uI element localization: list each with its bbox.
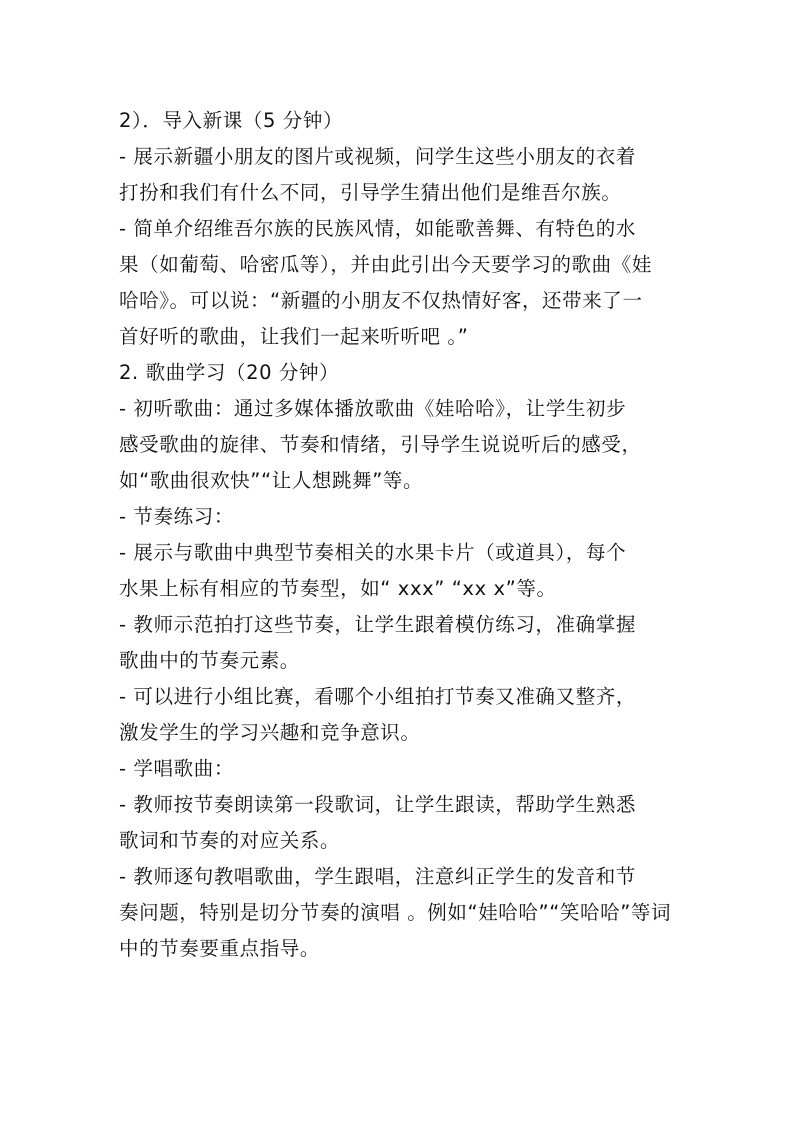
text-line: 水果上标有相应的节奏型，如“ xxx” “xx x”等。	[119, 577, 557, 600]
text-line: - 学唱歌曲：	[119, 757, 234, 780]
section-heading-song-learning: 2. 歌曲学习（20 分钟）	[119, 361, 340, 384]
text-line: - 展示与歌曲中典型节奏相关的水果卡片（或道具），每个	[119, 541, 627, 564]
text-line: - 教师逐句教唱歌曲，学生跟唱，注意纠正学生的发音和节	[119, 865, 636, 888]
text-line: - 节奏练习：	[119, 505, 234, 528]
text-line: - 初听歌曲：通过多媒体播放歌曲《娃哈哈》，让学生初步	[119, 397, 627, 420]
text-line: 中的节奏要重点指导。	[119, 937, 321, 960]
text-line: 首好听的歌曲，让我们一起来听听吧 。”	[119, 325, 469, 348]
text-line: - 展示新疆小朋友的图片或视频，问学生这些小朋友的衣着	[119, 145, 636, 168]
text-line: 歌曲中的节奏元素。	[119, 649, 300, 672]
text-line: - 简单介绍维吾尔族的民族风情，如能歌善舞、有特色的水	[119, 217, 636, 240]
text-line: 打扮和我们有什么不同，引导学生猜出他们是维吾尔族。	[119, 181, 622, 204]
section-heading-intro: 2）．导入新课（5 分钟）	[119, 109, 344, 132]
text-line: 果（如葡萄、哈密瓜等），并由此引出今天要学习的歌曲《娃	[119, 253, 652, 276]
text-line: - 教师示范拍打这些节奏，让学生跟着模仿练习，准确掌握	[119, 613, 636, 636]
text-line: - 可以进行小组比赛，看哪个小组拍打节奏又准确又整齐，	[119, 685, 636, 708]
text-line: 如“歌曲很欢快”“让人想跳舞”等。	[119, 469, 424, 492]
text-line: 感受歌曲的旋律、节奏和情绪，引导学生说说听后的感受，	[119, 433, 642, 456]
text-line: 奏问题，特别是切分节奏的演唱 。例如“娃哈哈”“笑哈哈”等词	[119, 901, 672, 924]
text-line: 歌词和节奏的对应关系。	[119, 829, 341, 852]
text-line: 激发学生的学习兴趣和竞争意识。	[119, 721, 421, 744]
text-line: - 教师按节奏朗读第一段歌词，让学生跟读，帮助学生熟悉	[119, 793, 636, 816]
text-line: 哈哈》。可以说：“新疆的小朋友不仅热情好客，还带来了一	[119, 289, 643, 312]
document-body	[119, 103, 684, 967]
